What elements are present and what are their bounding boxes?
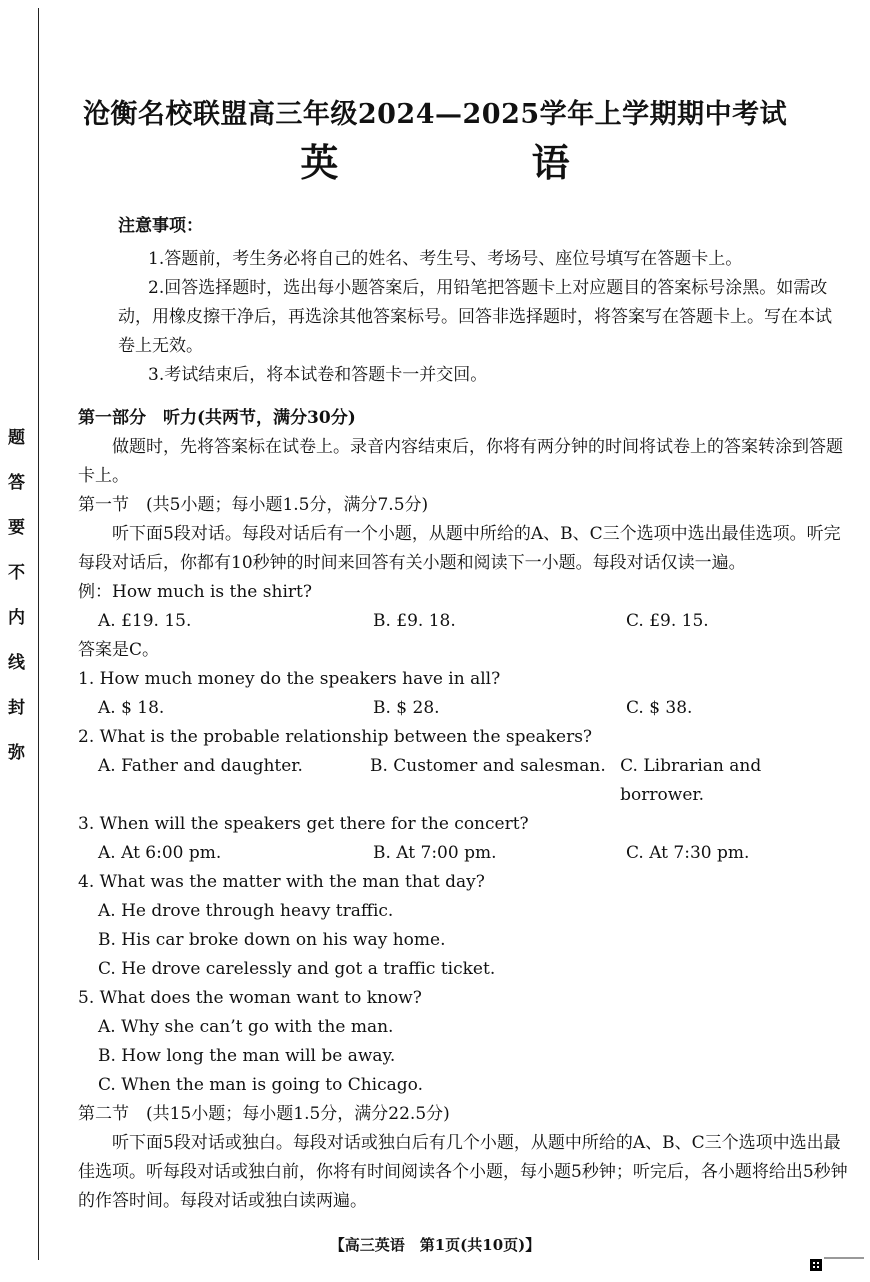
section2-heading: 第二节 (共15小题；每小题1.5分，满分22.5分) xyxy=(78,1104,450,1124)
option-b: B. How long the man will be away. xyxy=(98,1046,396,1066)
notes-list xyxy=(78,245,848,390)
option-b: B. Customer and salesman. xyxy=(369,756,606,776)
example-answer: 答案是C。 xyxy=(78,640,160,660)
question-2: 2. What is the probable relationship between the speakers? xyxy=(78,727,593,747)
question-3-options xyxy=(78,839,848,868)
question-5: 5. What does the woman want to know? xyxy=(78,988,422,1008)
binding-line xyxy=(38,8,39,1260)
note-item: 1.答题前，考生务必将自己的姓名、考生号、考场号、座位号填写在答题卡上。 xyxy=(148,249,743,269)
question-2-options xyxy=(78,752,848,810)
exam-content xyxy=(78,212,848,1216)
qr-code-icon xyxy=(810,1259,822,1271)
option-a: A. Why she can’t go with the man. xyxy=(98,1017,394,1037)
notes-heading: 注意事项： xyxy=(118,216,203,236)
margin-char: 不 xyxy=(8,563,25,583)
example-question: 例：How much is the shirt? xyxy=(78,582,312,602)
option-c: C. He drove carelessly and got a traffic ticket. xyxy=(98,959,496,979)
margin-char: 答 xyxy=(8,473,25,493)
option-a: A. At 6:00 pm. xyxy=(98,843,222,863)
question-4: 4. What was the matter with the man that day? xyxy=(78,872,485,892)
option-b: B. His car broke down on his way home. xyxy=(98,930,446,950)
option-c: C. When the man is going to Chicago. xyxy=(98,1075,423,1095)
option-c: C. Librarian and borrower. xyxy=(620,756,762,805)
option-a: A. He drove through heavy traffic. xyxy=(98,901,394,921)
exam-title: 沧衡名校联盟高三年级2024—2025学年上学期期中考试 xyxy=(82,99,788,130)
exam-subject: 英 语 xyxy=(300,140,660,185)
note-item: 2.回答选择题时，选出每小题答案后，用铅笔把答题卡上对应题目的答案标号涂黑。如需改动，用橡皮擦干净后，再选涂其他答案标号。回答非选择题时，将答案写在答题卡上。写在本试卷上无效。 xyxy=(118,278,832,356)
option-a: A. £19. 15. xyxy=(98,611,192,631)
section1-intro: 听下面5段对话。每段对话后有一个小题，从题中所给的A、B、C三个选项中选出最佳选项。听完每段对话后，你都有10秒钟的时间来回答有关小题和阅读下一小题。每段对话仅读一遍。 xyxy=(78,524,841,573)
page-footer: 【高三英语 第1页(共10页)】 xyxy=(329,1236,541,1254)
option-b: B. $ 28. xyxy=(373,698,440,718)
question-1: 1. How much money do the speakers have in all? xyxy=(78,669,501,689)
option-b: B. At 7:00 pm. xyxy=(373,843,497,863)
option-c: C. $ 38. xyxy=(626,698,693,718)
margin-char: 封 xyxy=(8,698,25,718)
option-a: A. Father and daughter. xyxy=(98,756,303,776)
section1-heading: 第一节 (共5小题；每小题1.5分，满分7.5分) xyxy=(78,495,429,515)
binding-margin-text xyxy=(8,430,25,762)
option-c: C. At 7:30 pm. xyxy=(626,843,750,863)
part1-heading: 第一部分 听力(共两节，满分30分) xyxy=(78,408,356,428)
option-c: C. £9. 15. xyxy=(626,611,709,631)
question-1-options xyxy=(78,694,848,723)
option-b: B. £9. 18. xyxy=(373,611,456,631)
section2-intro: 听下面5段对话或独白。每段对话或独白后有几个小题，从题中所给的A、B、C三个选项中选出最佳选项。听每段对话或独白前，你将有时间阅读各个小题，每小题5秒钟；听完后，各小题将给出5秒钟的作答时间。每段对话或独白读两遍。 xyxy=(78,1133,848,1211)
note-item: 3.考试结束后，将本试卷和答题卡一并交回。 xyxy=(148,365,488,385)
part1-intro: 做题时，先将答案标在试卷上。录音内容结束后，你将有两分钟的时间将试卷上的答案转涂到答题卡上。 xyxy=(78,437,843,486)
margin-char: 线 xyxy=(8,653,25,673)
margin-char: 要 xyxy=(8,518,25,538)
margin-char: 弥 xyxy=(8,743,25,763)
option-a: A. $ 18. xyxy=(98,698,165,718)
margin-char: 题 xyxy=(8,428,25,448)
watermark-logo xyxy=(824,1257,864,1271)
margin-char: 内 xyxy=(8,608,25,628)
question-3: 3. When will the speakers get there for the concert? xyxy=(78,814,529,834)
example-options xyxy=(78,607,848,636)
